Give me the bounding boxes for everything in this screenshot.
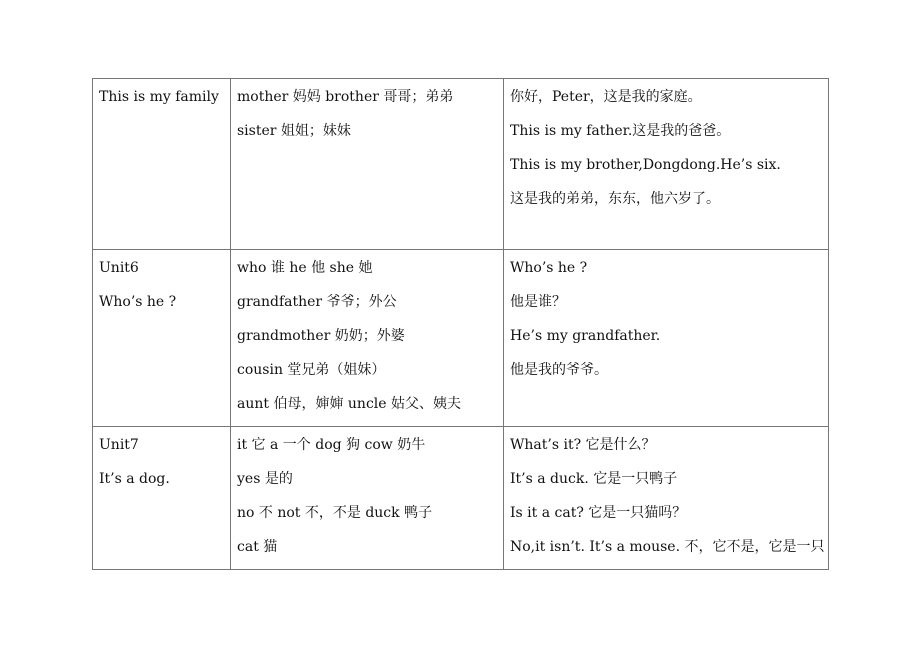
unit-cell xyxy=(93,250,231,427)
word-line: no 不 not 不，不是 duck 鸭子 xyxy=(237,505,433,521)
sentence-line: This is my father.这是我的爸爸。 xyxy=(510,123,731,139)
sentences-cell xyxy=(504,79,829,250)
word-line: sister 姐姐；妹妹 xyxy=(237,123,351,139)
unit-cell xyxy=(93,427,231,570)
word-line: it 它 a 一个 dog 狗 cow 奶牛 xyxy=(237,437,426,453)
table-row xyxy=(93,427,829,570)
vocabulary-table xyxy=(92,78,829,570)
unit-cell xyxy=(93,79,231,250)
sentences-cell xyxy=(504,250,829,427)
sentence-line: 这是我的弟弟，东东，他六岁了。 xyxy=(510,191,720,207)
word-line: who 谁 he 他 she 她 xyxy=(237,260,373,276)
sentence-line: Who’s he ? xyxy=(510,260,588,276)
unit-title: This is my family xyxy=(99,89,219,105)
sentence-line: 他是我的爷爷。 xyxy=(510,362,608,378)
words-cell xyxy=(231,250,504,427)
words-cell xyxy=(231,427,504,570)
sentence-line: It’s a duck. 它是一只鸭子 xyxy=(510,471,678,487)
word-line: cat 猫 xyxy=(237,539,278,555)
sentence-line: Is it a cat? 它是一只猫吗？ xyxy=(510,505,687,521)
word-line: mother 妈妈 brother 哥哥；弟弟 xyxy=(237,89,454,105)
word-line: cousin 堂兄弟（姐妹） xyxy=(237,362,386,378)
word-line: grandfather 爷爷；外公 xyxy=(237,294,397,310)
table-row xyxy=(93,250,829,427)
sentence-line: He’s my grandfather. xyxy=(510,328,661,344)
word-line: grandmother 奶奶；外婆 xyxy=(237,328,405,344)
word-line: aunt 伯母，婶婶 uncle 姑父、姨夫 xyxy=(237,396,461,412)
unit-number: Unit7 xyxy=(99,437,139,453)
sentence-line: This is my brother,Dongdong.He’s six. xyxy=(510,157,781,173)
table-row xyxy=(93,79,829,250)
sentence-line: 他是谁？ xyxy=(510,294,566,310)
words-cell xyxy=(231,79,504,250)
sentence-line: 你好，Peter，这是我的家庭。 xyxy=(510,89,702,105)
sentence-line: No,it isn’t. It’s a mouse. 不，它不是，它是一只 xyxy=(510,539,825,555)
word-line: yes 是的 xyxy=(237,471,293,487)
unit-number: Unit6 xyxy=(99,260,139,276)
sentence-line: What’s it? 它是什么？ xyxy=(510,437,656,453)
unit-title: It’s a dog. xyxy=(99,471,170,487)
sentences-cell xyxy=(504,427,829,570)
unit-title: Who’s he ? xyxy=(99,294,177,310)
